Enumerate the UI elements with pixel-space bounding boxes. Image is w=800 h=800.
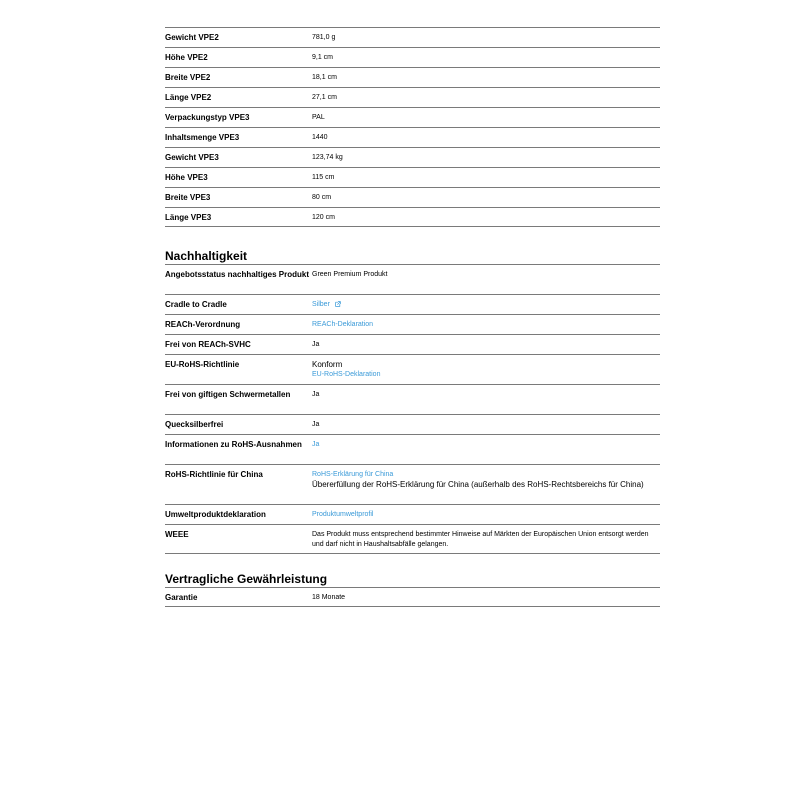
table-row [165, 587, 660, 607]
row-value: 120 cm [312, 214, 335, 221]
row-value [312, 320, 660, 330]
row-value: Das Produkt muss entsprechend bestimmter Hinweise auf Märkten der Europäischen Union entsorgt werden und darf nicht in Haushaltsabfälle gelangen. [312, 531, 649, 548]
row-label: REACh-Verordnung [165, 320, 241, 329]
row-value: Green Premium Produkt [312, 271, 388, 278]
row-value: Ja [312, 341, 320, 348]
row-value: 115 cm [312, 174, 335, 181]
row-label: Frei von giftigen Schwermetallen [165, 390, 291, 399]
table-row [165, 414, 660, 434]
sustainability-table [165, 264, 660, 554]
table-row [165, 127, 660, 147]
row-label: WEEE [165, 530, 189, 539]
row-value: 80 cm [312, 194, 332, 201]
row-value: 1440 [312, 134, 328, 141]
warranty-table [165, 587, 660, 607]
row-value: 781,0 g [312, 34, 336, 41]
row-value: Ja [312, 421, 320, 428]
row-value [312, 470, 660, 490]
row-label: Breite VPE3 [165, 193, 211, 202]
row-label: Umweltproduktdeklaration [165, 510, 266, 519]
warranty-section [165, 572, 660, 607]
china-rohs-link[interactable]: RoHS-Erklärung für China [312, 471, 394, 478]
table-row [165, 464, 660, 504]
row-label: Länge VPE2 [165, 93, 212, 102]
row-value [312, 440, 660, 450]
table-row [165, 187, 660, 207]
packaging-table [165, 27, 660, 229]
table-row [165, 264, 660, 294]
row-value: Ja [312, 391, 320, 398]
rohs-exemptions-link[interactable]: Ja [312, 441, 320, 448]
row-label: Höhe VPE3 [165, 173, 208, 182]
row-label: RoHS-Richtlinie für China [165, 470, 263, 479]
section-title: Nachhaltigkeit [165, 249, 248, 263]
row-value: 18 Monate [312, 594, 346, 601]
table-row [165, 434, 660, 464]
row-label: Inhaltsmenge VPE3 [165, 133, 240, 142]
row-label: Gewicht VPE2 [165, 33, 219, 42]
row-label: Verpackungstyp VPE3 [165, 113, 250, 122]
row-label: Angebotsstatus nachhaltiges Produkt [165, 270, 310, 279]
table-row [165, 167, 660, 187]
table-row [165, 207, 660, 227]
rohs-status: Konform [312, 360, 343, 369]
external-link-icon[interactable] [335, 301, 341, 307]
table-row [165, 47, 660, 67]
reach-declaration-link[interactable]: REACh-Deklaration [312, 321, 374, 328]
row-value: 123,74 kg [312, 154, 343, 161]
table-row [165, 67, 660, 87]
table-row [165, 314, 660, 334]
table-row [165, 334, 660, 354]
rohs-declaration-link[interactable]: EU-RoHS-Deklaration [312, 371, 381, 378]
table-row [165, 107, 660, 127]
row-value: PAL [312, 114, 325, 121]
row-label: EU-RoHS-Richtlinie [165, 360, 240, 369]
product-spec-page [165, 27, 660, 607]
row-value: 27,1 cm [312, 94, 337, 101]
table-row [165, 524, 660, 554]
table-row [165, 504, 660, 524]
table-row [165, 87, 660, 107]
row-label: Informationen zu RoHS-Ausnahmen [165, 440, 302, 449]
row-label: Quecksilberfrei [165, 420, 224, 429]
table-row [165, 294, 660, 314]
table-row [165, 354, 660, 384]
row-label: Breite VPE2 [165, 73, 211, 82]
row-label: Gewicht VPE3 [165, 153, 219, 162]
section-title: Vertragliche Gewährleistung [165, 572, 328, 586]
row-label: Länge VPE3 [165, 213, 212, 222]
row-value: 9,1 cm [312, 54, 334, 61]
row-value [312, 300, 660, 310]
row-label: Garantie [165, 593, 198, 602]
table-row [165, 27, 660, 47]
row-label: Höhe VPE2 [165, 53, 208, 62]
sustainability-section [165, 249, 660, 554]
product-environment-profile-link[interactable]: Produktumweltprofil [312, 511, 374, 518]
table-row [165, 147, 660, 167]
cradle-link[interactable]: Silber [312, 301, 330, 308]
row-value [312, 510, 660, 520]
row-label: Frei von REACh-SVHC [165, 340, 251, 349]
row-value: 18,1 cm [312, 74, 337, 81]
row-label: Cradle to Cradle [165, 300, 227, 309]
china-rohs-status: Übererfüllung der RoHS-Erklärung für China (außerhalb des RoHS-Rechtsbereichs für China) [312, 480, 644, 489]
row-value [312, 360, 660, 380]
table-row [165, 384, 660, 414]
